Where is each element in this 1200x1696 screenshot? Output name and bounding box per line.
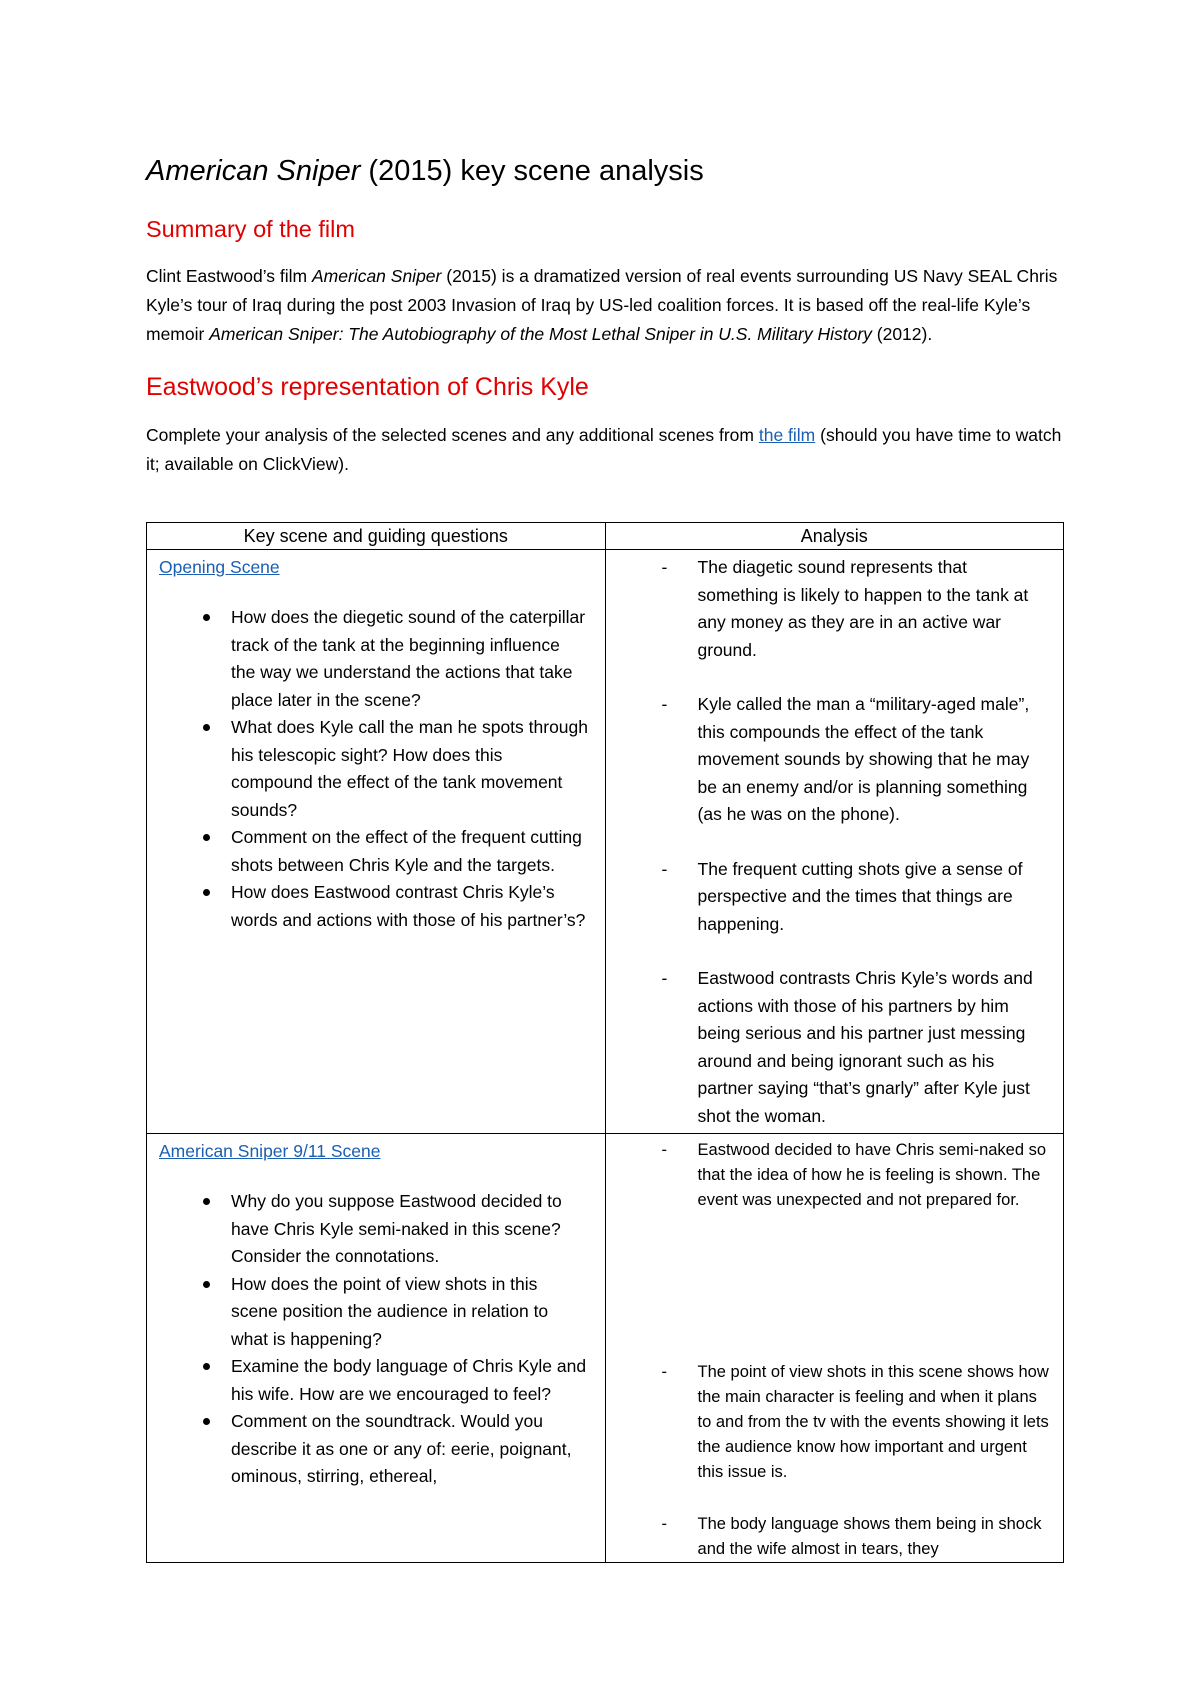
answer-item: - The body language shows them being in shock and the wife almost in tears, they (618, 1512, 1051, 1562)
summary-memoir-title: American Sniper: The Autobiography of the Most Lethal Sniper in U.S. Military History (209, 324, 872, 344)
summary-text-3: (2012). (871, 324, 933, 344)
question-list (159, 1188, 593, 1491)
summary-film-title: American Sniper (312, 266, 442, 286)
summary-text-1: Clint Eastwood’s film (146, 266, 312, 286)
representation-intro (146, 421, 1064, 479)
answer-item: - The point of view shots in this scene shows how the main character is feeling and when it plans to and from the tv with the events showing it lets the audience know how important and urgent this issue is. (618, 1360, 1051, 1485)
question-item: What does Kyle call the man he spots through his telescopic sight? How does this compound the effect of the tank movement sounds? (159, 714, 593, 824)
question-list (159, 604, 593, 934)
table-header-row (147, 523, 1064, 550)
question-item: Comment on the soundtrack. Would you describe it as one or any of: eerie, poignant, ominous, stirring, ethereal, (159, 1408, 593, 1491)
question-item: Examine the body language of Chris Kyle and his wife. How are we encouraged to feel? (159, 1353, 593, 1408)
document-page (146, 140, 1064, 1558)
questions-cell (147, 1134, 606, 1563)
question-item: How does the point of view shots in this scene position the audience in relation to what is happening? (159, 1271, 593, 1354)
title-film-name: American Sniper (146, 155, 361, 187)
representation-heading: Eastwood’s representation of Chris Kyle (146, 373, 589, 401)
question-item: Comment on the effect of the frequent cutting shots between Chris Kyle and the targets. (159, 824, 593, 879)
9-11-scene-link[interactable]: American Sniper 9/11 Scene (159, 1141, 381, 1161)
title-rest: (2015) key scene analysis (360, 155, 704, 187)
analysis-table (146, 522, 1064, 1563)
questions-cell (147, 550, 606, 1134)
answer-item: - The diagetic sound represents that something is likely to happen to the tank at any money as they are in an active war ground. (618, 554, 1051, 664)
answer-item: - Kyle called the man a “military-aged male”, this compounds the effect of the tank movement sounds by showing that he may be an enemy and/or is planning something (as he was on the phone). (618, 691, 1051, 829)
document-title (146, 150, 1064, 192)
summary-heading: Summary of the film (146, 216, 355, 242)
answer-item: - Eastwood contrasts Chris Kyle’s words and actions with those of his partners by him being serious and his partner just messing around and being ignorant such as his partner saying “that’s gnarly” after Kyle just shot the woman. (618, 965, 1051, 1130)
analysis-cell (605, 550, 1063, 1134)
question-item: Why do you suppose Eastwood decided to have Chris Kyle semi-naked in this scene? Consider the connotations. (159, 1188, 593, 1271)
answer-item: - Eastwood decided to have Chris semi-naked so that the idea of how he is feeling is shown. The event was unexpected and not prepared for. (618, 1138, 1051, 1213)
question-item: How does the diegetic sound of the caterpillar track of the tank at the beginning influence the way we understand the actions that take place later in the scene? (159, 604, 593, 714)
question-item: How does Eastwood contrast Chris Kyle’s words and actions with those of his partner’s? (159, 879, 593, 934)
summary-text-2: (2015) is a dramatized version of real events surrounding US Navy SEAL Chris Kyle’s tour of Iraq during the post 2003 Invasion of Iraq by US-led coalition forces. It is based off the real-life Kyle’s memoir (146, 266, 1058, 344)
answer-item: - The frequent cutting shots give a sense of perspective and the times that things are happening. (618, 856, 1051, 939)
table-row (147, 550, 1064, 1134)
opening-scene-link[interactable]: Opening Scene (159, 557, 280, 577)
answer-spacer (618, 1240, 1051, 1360)
intro-text-after: (should you have time to watch it; available on ClickView). (146, 425, 1062, 474)
intro-text-before: Complete your analysis of the selected scenes and any additional scenes from (146, 425, 759, 445)
summary-paragraph (146, 262, 1064, 349)
analysis-cell (605, 1134, 1063, 1563)
header-key-scene: Key scene and guiding questions (147, 523, 606, 550)
the-film-link[interactable]: the film (758, 425, 816, 445)
table-row (147, 1134, 1064, 1563)
header-analysis: Analysis (605, 523, 1063, 550)
